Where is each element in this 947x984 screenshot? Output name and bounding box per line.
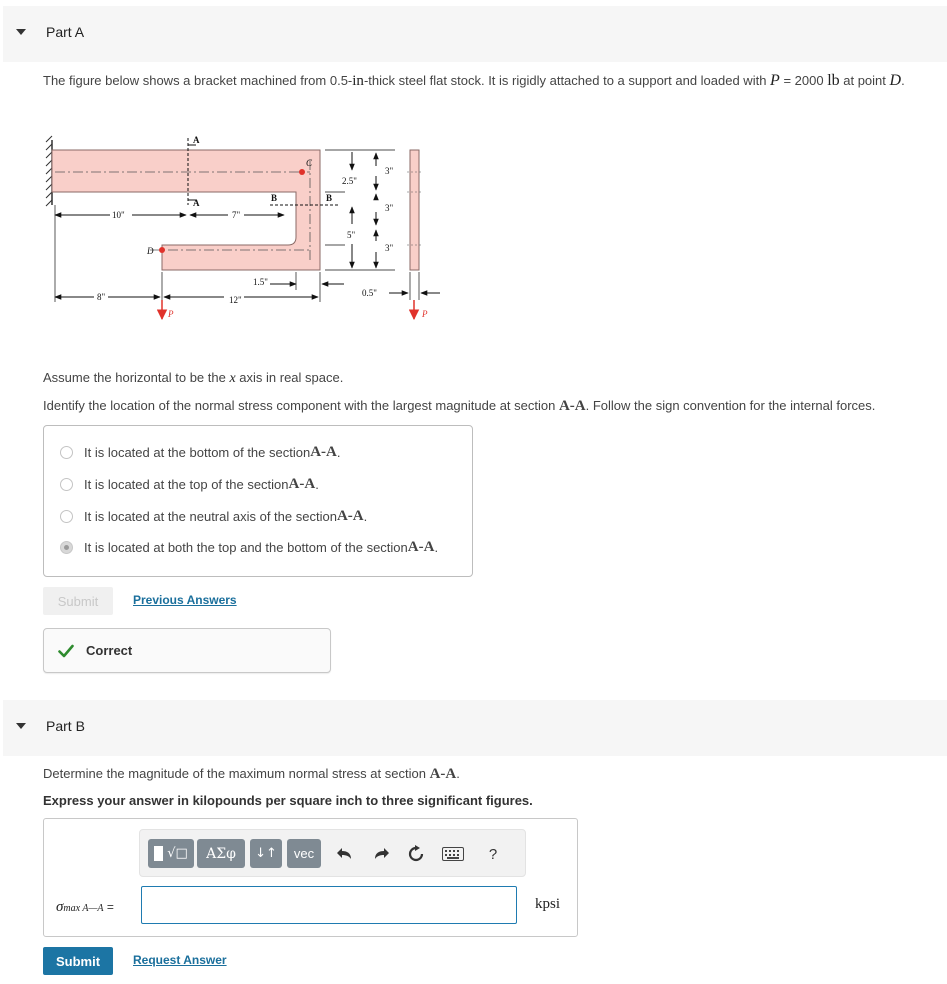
- keyboard-icon[interactable]: [439, 842, 467, 866]
- label-c: C: [306, 158, 313, 168]
- part-b-question: Determine the magnitude of the maximum normal stress at section A-A.: [43, 766, 460, 782]
- dim-3-a: 3": [385, 166, 394, 176]
- label-b-left: B: [271, 193, 278, 203]
- label-a-top: A: [193, 135, 200, 145]
- choice-top[interactable]: It is located at the top of the section A-A .: [60, 474, 319, 494]
- radio-button[interactable]: [60, 510, 73, 523]
- assume-text: Assume the horizontal to be the x axis in real space.: [43, 370, 344, 386]
- part-a-intro: The figure below shows a bracket machined from 0.5-in-thick steel flat stock. It is rigidly attached to a support and loaded with P = 2000 lb at point D.: [43, 72, 905, 89]
- part-a-header[interactable]: [3, 6, 947, 62]
- dim-10: 10": [112, 210, 125, 220]
- choice-top-and-bottom[interactable]: It is located at both the top and the bottom of the section A-A .: [60, 537, 438, 557]
- part-a-title: Part A: [46, 24, 85, 40]
- choice-bottom[interactable]: It is located at the bottom of the section A-A .: [60, 442, 340, 462]
- part-b-title: Part B: [46, 718, 85, 734]
- dim-5: 5": [347, 230, 356, 240]
- correct-label: Correct: [86, 643, 133, 658]
- submit-button-disabled: Submit: [43, 587, 113, 615]
- arrows-button[interactable]: ↓↑: [250, 839, 282, 868]
- sigma-max-label: σmax A—A =: [56, 899, 114, 915]
- reset-icon[interactable]: [404, 842, 428, 866]
- help-button[interactable]: ?: [488, 845, 498, 863]
- point-c: [299, 169, 305, 175]
- bracket-side-view: [410, 150, 419, 270]
- point-d: [159, 247, 165, 253]
- dim-3-b: 3": [385, 203, 394, 213]
- bracket-figure: [40, 128, 450, 328]
- dim-8: 8": [97, 292, 106, 302]
- vector-button[interactable]: vec: [287, 839, 321, 868]
- label-p-right: P: [422, 309, 428, 319]
- redo-icon[interactable]: [369, 842, 393, 866]
- radio-button-selected[interactable]: [60, 541, 73, 554]
- bracket-shape: [52, 150, 320, 270]
- radio-button[interactable]: [60, 446, 73, 459]
- choice-neutral-axis[interactable]: It is located at the neutral axis of the section A-A .: [60, 506, 367, 526]
- part-a-question: Identify the location of the normal stress component with the largest magnitude at section A-A. Follow the sign convention for the internal forces.: [43, 398, 876, 414]
- part-b-header[interactable]: [3, 700, 947, 756]
- label-a-mid: A: [193, 198, 200, 208]
- math-toolbar: [139, 829, 526, 877]
- wall-support: [46, 136, 52, 206]
- dim-3-c: 3": [385, 243, 394, 253]
- submit-button[interactable]: Submit: [43, 947, 113, 975]
- answer-choices: [43, 425, 473, 577]
- dim-1-5: 1.5": [253, 277, 268, 287]
- radio-button[interactable]: [60, 478, 73, 491]
- dim-2-5: 2.5": [342, 176, 357, 186]
- dim-0-5: 0.5": [362, 288, 377, 298]
- template-box-icon: [154, 846, 163, 861]
- templates-button[interactable]: √□: [148, 839, 194, 868]
- label-d: D: [147, 246, 154, 256]
- previous-answers-link[interactable]: Previous Answers: [133, 593, 237, 607]
- answer-input[interactable]: [141, 886, 517, 924]
- answer-area: [43, 818, 578, 937]
- correct-feedback: [43, 628, 331, 673]
- dim-12: 12": [229, 295, 242, 305]
- collapse-caret-icon[interactable]: [16, 29, 26, 35]
- part-b-instruction: Express your answer in kilopounds per square inch to three significant figures.: [43, 793, 533, 808]
- greek-symbols-button[interactable]: ΑΣφ: [197, 839, 245, 868]
- undo-icon[interactable]: [333, 842, 357, 866]
- collapse-caret-icon[interactable]: [16, 723, 26, 729]
- label-p-left: P: [168, 309, 174, 319]
- request-answer-link[interactable]: Request Answer: [133, 953, 227, 967]
- checkmark-icon: [58, 644, 74, 658]
- unit-label: kpsi: [535, 896, 561, 912]
- label-b-right: B: [326, 193, 333, 203]
- dim-7: 7": [232, 210, 241, 220]
